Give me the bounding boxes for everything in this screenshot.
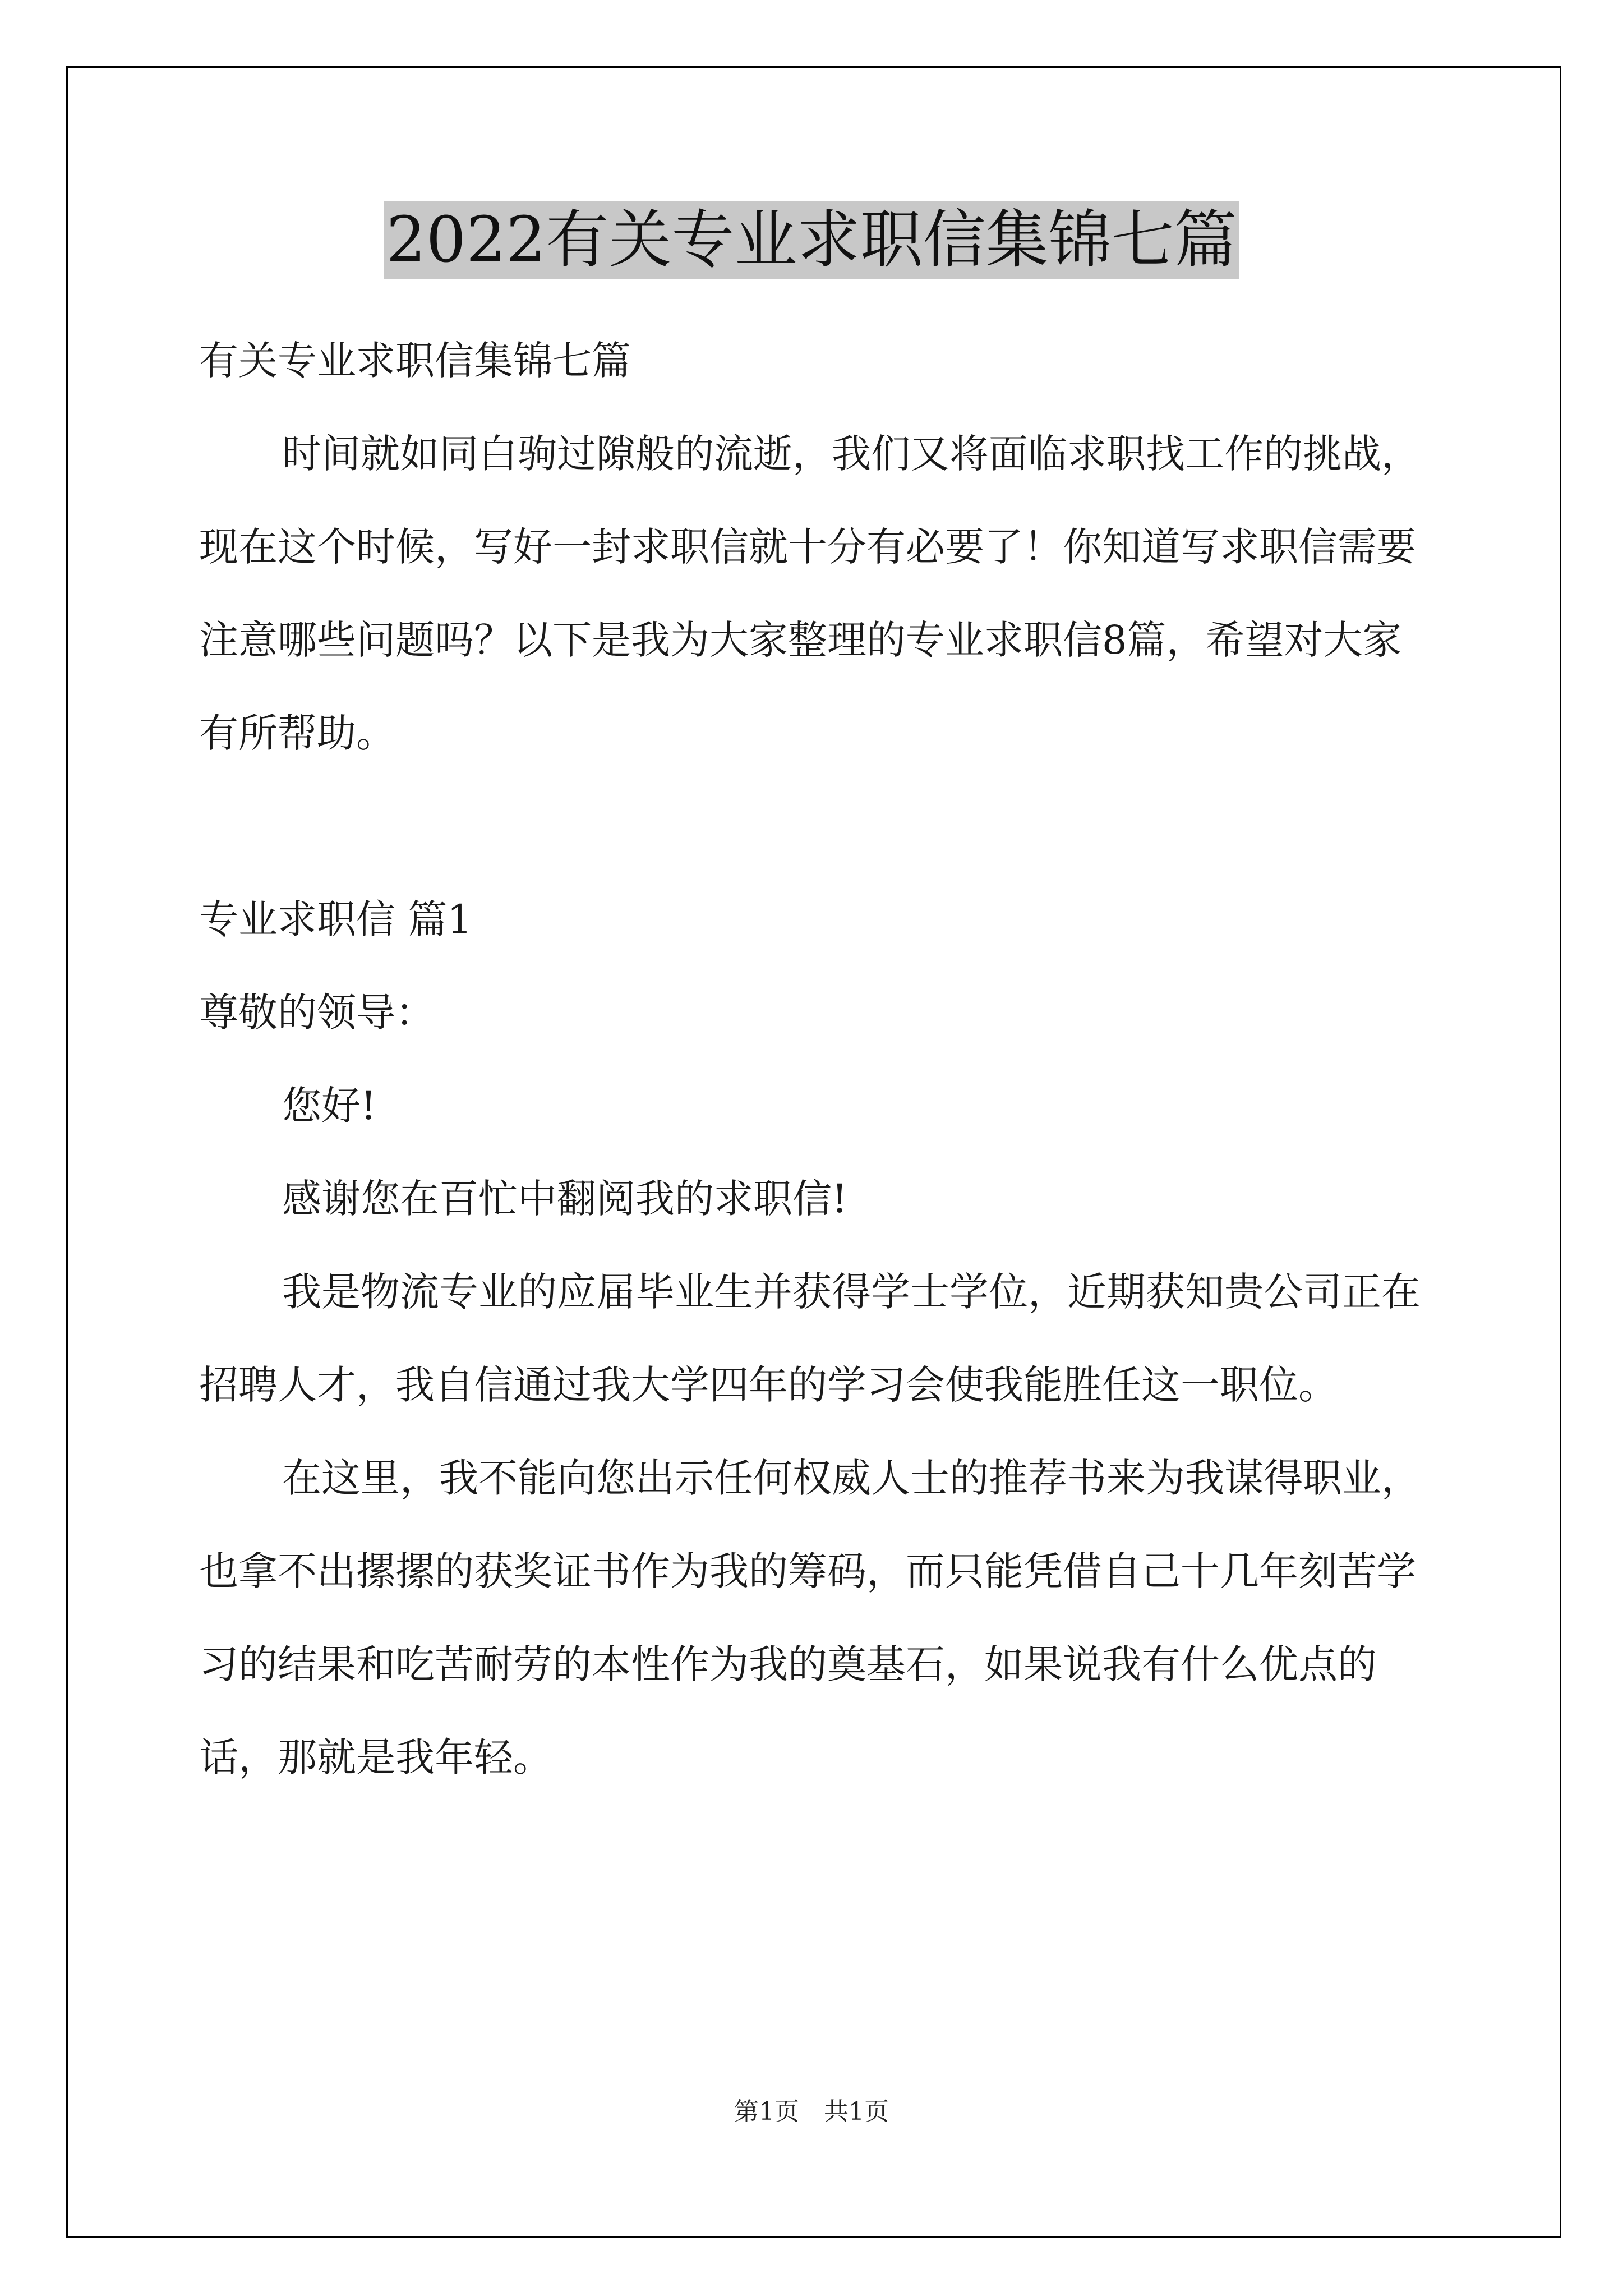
body-paragraph: 在这里，我不能向您出示任何权威人士的推荐书来为我谋得职业，也拿不出摞摞的获奖证书作为我的筹码，而只能凭借自己十几年刻苦学习的结果和吃苦耐劳的本性作为我的奠基石，如果说我有什么优点的话，那就是我年轻。 [199, 1455, 1421, 1780]
document-title: 2022有关专业求职信集锦七篇 [384, 201, 1239, 279]
salutation: 尊敬的领导： [199, 990, 435, 1036]
body-paragraph: 感谢您在百忙中翻阅我的求职信! [282, 1176, 848, 1222]
greeting: 您好! [282, 1083, 377, 1129]
spacer [199, 780, 1438, 873]
intro-paragraph: 时间就如同白驹过隙般的流逝，我们又将面临求职找工作的挑战，现在这个时候，写好一封求职信就十分有必要了！你知道写求职信需要注意哪些问题吗？以下是我为大家整理的专业求职信8篇，希望对大家有所帮助。 [199, 431, 1421, 756]
section-heading: 专业求职信 篇1 [199, 896, 472, 942]
body-paragraph: 我是物流专业的应届毕业生并获得学士学位，近期获知贵公司正在招聘人才，我自信通过我大学四年的学习会使我能胜任这一职位。 [199, 1269, 1421, 1408]
title-container [0, 201, 1623, 279]
document-body [199, 314, 1438, 1804]
page-footer [0, 2095, 1623, 2129]
document-subtitle: 有关专业求职信集锦七篇 [199, 338, 631, 384]
page-number: 第1页 共1页 [734, 2097, 889, 2126]
